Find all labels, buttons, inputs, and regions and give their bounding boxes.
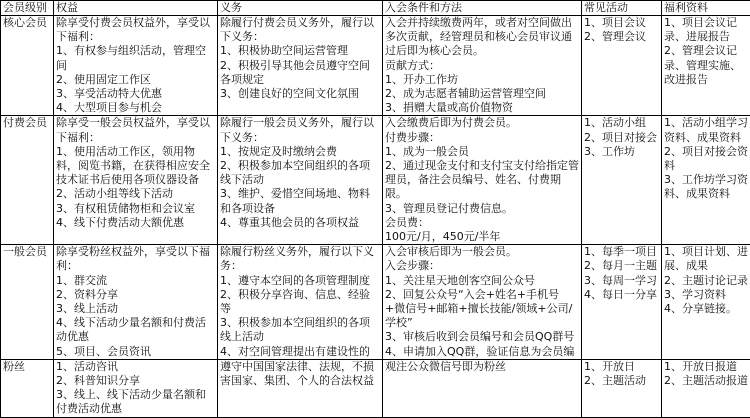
duties-line: 4、对空间管理提出有建设性的 [220,345,380,359]
activities-cell [582,16,662,116]
rights-line: 5、项目、会员资讯 [56,345,215,359]
join-line: 入会步骤： [385,259,579,273]
activities-cell [582,116,662,245]
join-line: 贡献方式： [385,59,579,73]
rights-cell [54,245,218,360]
activity-line: 2、每月一主题 [584,259,659,273]
join-cell [383,16,582,116]
rights-line: 3、有权租赁储物柜和会议室 [56,202,215,216]
benefit-line: 3、工作坊学习资料、成果资料 [664,173,748,201]
duties-line: 2、积极引导其他会员遵守空间各项规定 [220,59,380,87]
benefit-line: 4、分享链接。 [664,302,748,316]
benefit-line: 1、项目计划、进展、成果 [664,245,748,273]
activities-cell [582,245,662,360]
duties-line: 除履行付费会员义务外，履行以下义务： [220,16,380,44]
rights-line: 除享受一般会员权益外，享受以下福利： [56,116,215,144]
benefit-line: 2、主题活动报道 [664,374,748,388]
benefits-cell [662,16,750,116]
benefits-cell [662,245,750,360]
join-line: 入会审核后即为一般会员。 [385,245,579,259]
header-join: 入会条件和方法 [383,1,582,16]
join-line: 3、审核后收到会员编号和会员QQ群号 [385,330,579,344]
duties-cell [218,359,383,417]
activity-line: 4、每日一分享 [584,288,659,302]
header-benefits: 福利资料 [662,1,750,16]
benefit-line: 2、项目对接会资料 [664,145,748,173]
header-row [1,1,750,16]
activity-line: 1、项目会议 [584,16,659,30]
benefits-cell [662,359,750,417]
rights-line: 3、线上、线下活动少量名额和付费活动优惠 [56,388,215,416]
benefit-line: 1、开放日报道 [664,360,748,374]
rights-line: 2、使用固定工作区 [56,73,215,87]
activity-line: 2、主题活动 [584,374,659,388]
join-line: 3、管理员登记付费信息。 [385,202,579,216]
duties-line: 3、维护、爱惜空间场地、物料和各项设备 [220,187,380,215]
join-line: 100元/月，450元/半年 [385,230,579,244]
rights-line: 2、科普知识分享 [56,374,215,388]
join-line: 1、成为一般会员 [385,145,579,159]
level-cell: 一般会员 [1,245,54,360]
join-line: 入会缴费后即为付费会员。 [385,116,579,130]
rights-line: 除享受粉丝权益外，享受以下福利： [56,245,215,273]
duties-line: 1、按规定及时缴纳会费 [220,145,380,159]
duties-line: 除履行粉丝义务外，履行以下义务： [220,245,380,273]
rights-line: 1、使用活动工作区，领用物料，阅览书籍，在获得相应安全技术证书后使用各项仪器设备 [56,145,215,188]
activity-line: 2、管理会议 [584,30,659,44]
join-line: 2、成为志愿者辅助运营管理空间 [385,87,579,101]
join-line: 4、申请加入QQ群，验证信息为会员编 [385,345,579,359]
activity-line: 1、活动小组 [584,116,659,130]
table-row [1,359,750,417]
level-cell: 核心会员 [1,16,54,116]
rights-line: 4、线下活动少量名额和付费活动优惠 [56,316,215,344]
duties-line: 3、积极参加本空间组织的各项线上活动 [220,316,380,344]
header-level: 会员级别 [1,1,54,16]
join-line: 观注公众微信号即为粉丝 [385,360,579,374]
benefit-line: 2、管理会议记录、管理实施、改进报告 [664,44,748,87]
duties-line: 1、积极协助空间运营管理 [220,44,380,58]
benefit-line: 1、项目会议记录、进展报告 [664,16,748,44]
activity-line: 3、每周一学习 [584,274,659,288]
activity-line: 3、工作坊 [584,145,659,159]
activity-line: 1、开放日 [584,360,659,374]
join-line: 2、回复公众号“入会+姓名+手机号+微信号+邮箱+擅长技能/领域+公司/学校” [385,288,579,331]
rights-line: 1、活动咨讯 [56,360,215,374]
join-line: 3、捐赠大量或高价值物资 [385,101,579,115]
join-line: 2、通过现金支付和支付宝支付给指定管理员，备注会员编号、姓名、付费期限。 [385,159,579,202]
rights-line: 4、大型项目参与机会 [56,101,215,115]
benefit-line: 1、活动小组学习资料、成果资料 [664,116,748,144]
join-line: 1、关注星天地创客空间公众号 [385,274,579,288]
rights-line: 1、群交流 [56,274,215,288]
rights-line: 2、活动小组等线下活动 [56,187,215,201]
activity-line: 1、每季一项目 [584,245,659,259]
activity-line: 2、项目对接会 [584,131,659,145]
rights-cell [54,359,218,417]
rights-cell [54,16,218,116]
duties-line: 2、积极分享咨询、信息、经验等 [220,288,380,316]
duties-line: 2、积极参加本空间组织的各项线下活动 [220,159,380,187]
rights-line: 2、资料分享 [56,288,215,302]
duties-line: 除履行一般会员义务外，履行以下义务： [220,116,380,144]
header-duties: 义务 [218,1,383,16]
level-cell: 粉丝 [1,359,54,417]
duties-cell [218,116,383,245]
table-row [1,16,750,116]
level-cell: 付费会员 [1,116,54,245]
join-line: 付费步骤： [385,131,579,145]
rights-line: 除享受付费会员权益外，享受以下福利： [56,16,215,44]
table-row [1,245,750,360]
join-line: 会员费： [385,216,579,230]
benefits-cell [662,116,750,245]
rights-line: 3、享受活动特大优惠 [56,87,215,101]
duties-line: 1、遵守本空间的各项管理制度 [220,274,380,288]
rights-line: 1、有权参与组织活动，管理空间 [56,44,215,72]
benefit-line: 2、主题讨论记录 [664,274,748,288]
join-cell [383,116,582,245]
join-cell [383,245,582,360]
duties-line: 遵守中国国家法律、法规，不损害国家、集团、个人的合法权益 [220,360,380,388]
benefit-line: 3、学习资料 [664,288,748,302]
join-line: 入会并持续缴费两年，或者对空间做出多次贡献，经管理员和核心会员审议通过后即为核心会员。 [385,16,579,59]
join-cell [383,359,582,417]
rights-line: 4、线下付费活动大额优惠 [56,216,215,230]
rights-cell [54,116,218,245]
duties-line: 3、创建良好的空间文化氛围 [220,87,380,101]
duties-line: 4、尊重其他会员的各项权益 [220,216,380,230]
activities-cell [582,359,662,417]
header-rights: 权益 [54,1,218,16]
duties-cell [218,245,383,360]
join-line: 1、开办工作坊 [385,73,579,87]
rights-line: 3、线上活动 [56,302,215,316]
header-activities: 常见活动 [582,1,662,16]
table-row [1,116,750,245]
duties-cell [218,16,383,116]
